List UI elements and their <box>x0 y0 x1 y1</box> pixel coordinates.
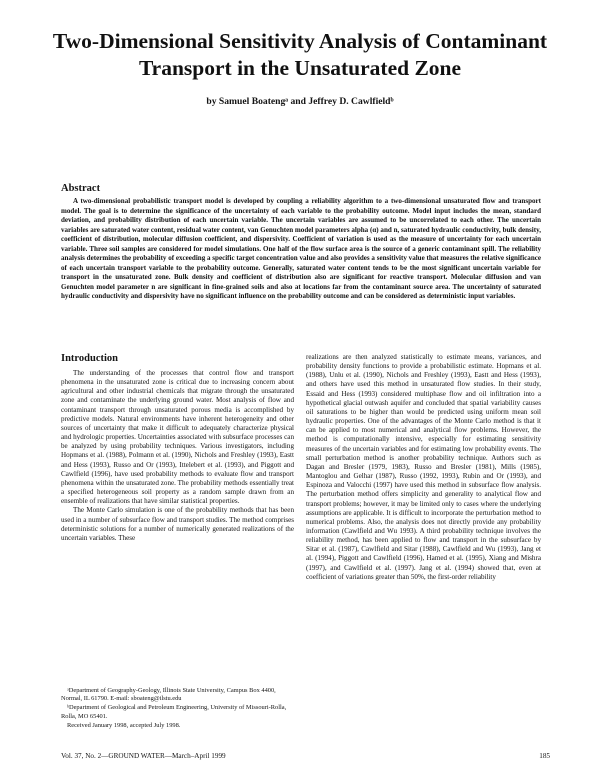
author-line: by Samuel Boatengᵃ and Jeffrey D. Cawlfieldᵇ <box>206 96 394 107</box>
footnote-a: ᵃDepartment of Geography-Geology, Illinois State University, Campus Box 4400, Normal, IL 61790. E-mail: sboateng@ilstu.edu <box>61 687 276 703</box>
footnotes <box>61 687 294 731</box>
received-note: Received January 1998, accepted July 1998. <box>67 721 181 729</box>
introduction-paragraph-2: The Monte Carlo simulation is one of the probability methods that has been used in a number of subsurface flow and transport studies. The method comprises deterministic solutions for a number of numerically generated realizations of the uncertain variables. These <box>61 506 294 542</box>
title-line-2: Transport in the Unsaturated Zone <box>138 56 462 80</box>
journal-footer: Vol. 37, No. 2—GROUND WATER—March–April 1999 <box>61 752 226 760</box>
paper-title <box>30 28 570 82</box>
abstract-heading: Abstract <box>61 183 101 194</box>
left-column <box>61 353 294 543</box>
page-number: 185 <box>539 752 550 760</box>
abstract-body: A two-dimensional probabilistic transport model is developed by coupling a reliability algorithm to a two-dimensional unsaturated flow and transport model. The goal is to determine the significance of the uncertainty of each variable to the probability outcome. Model input includes the mean, standard deviation, and probability distribution of each uncertain variable. The uncertain variables are assumed to be uncorrelated to each other. The uncertain variables are saturated water content, residual water content, van Genuchten model parameters alpha (α) and n, saturated hydraulic conductivity, bulk density, coefficient of distribution, molecular diffusion coefficient, and dispersivity. Coefficient of variation is used as the measure of uncertainty for each uncertain variable. Three soil samples are considered for model simulations. One half of the flow surface area is the source of a generic contaminant spill. The reliability analysis determines the probability of exceeding a specific target concentration value and also provides a sensitivity value that measures the relative significance of each uncertain transport variable to the probability outcome. Generally, saturated water content tends to be the most significant uncertain variable for transport in the unsaturated zone. Bulk density and coefficient of distribution also are significant for reactive transport. Molecular diffusion and van Genuchten model parameter n are significant in fine-grained soils and also at locations far from the contaminant source area. The uncertainty of saturated hydraulic conductivity and dispersivity have no significant influence on the probability outcome and can be considered as deterministic input variables. <box>61 197 541 300</box>
right-column-paragraph: realizations are then analyzed statistically to estimate means, variances, and probability density functions to provide a probabilistic estimate. Hopmans et al. (1988), Unlu et al. (1990), Nichols and Freshley (1993), Eastt and Hess (1993), and others have used this method in unsaturated flow studies. In their study, Essaid and Hess (1993) considered multiphase flow and oil infiltration into a hypothetical glacial outwash aquifer and concluded that spatial variability causes oil saturations to be higher than would be predicted using uniform mean soil hydraulic properties. One of the advantages of the Monte Carlo method is that it can be applied to most numerical and analytical flow problems. However, the method is computationally intensive, especially for estimating sensitivity measures of the uncertain variables and for estimating low probability events. The small perturbation method is another probability technique. Authors such as Dagan and Bresler (1979, 1983), Russo and Bresler (1981), Mills (1985), Mantoglou and Gelhar (1987), Russo (1992, 1993), Rubin and Or (1993), and Espinoza and Valocchi (1997) have used this method in subsurface flow analysis. The perturbation method offers simplicity and generality to analytical flow and transport problems; however, it may be limited only to cases where the underlying assumptions are applicable. It is difficult to incorporate the perturbation method to numerical problems. Also, the analysis does not directly provide any probability information (Cawlfield and Wu 1993). A third probability technique involves the reliability method, has been applied to flow and transport in the subsurface by Sitar et al. (1987), Cawlfield and Sitar (1988), Cawlfield and Wu (1993), Jang et al. (1994), Piggott and Cawlfield (1996), Hamed et al. (1995), Xiang and Mishra (1997), and Cawlfield et al. (1997). Jang et al. (1994) showed that, even at coefficient of variations greater than 50%, the first-order reliability <box>306 353 541 581</box>
right-column <box>306 353 541 582</box>
footnote-b: ᵇDepartment of Geological and Petroleum Engineering, University of Missouri-Rolla, Rolla, MO 65401. <box>61 704 287 720</box>
introduction-paragraph-1: The understanding of the processes that control flow and transport phenomena in the unsaturated zone is critical due to increasing concern about agricultural and other industrial chemicals that migrate through the unsaturated zone and contaminate the underlying ground water. Most analysis of flow and contaminant transport through unsaturated porous media is accomplished by predictive models. Natural environments have inherent heterogeneity and other sources of uncertainty that make it difficult to adequately characterize physical and hydrologic properties. Uncertainties associated with subsurface processes can be analyzed by using probability techniques. Various investigators, including Hopmans et al. (1988), Polmann et al. (1990), Nichols and Freshley (1993), Eastt and Hess (1993), Russo and Or (1993), Ittelebert et al. (1993), and Piggott and Cawlfield (1996), have used probability methods to evaluate flow and transport phenomena within the unsaturated zone. The probability methods essentially treat a specified heterogeneous soil property as a random sample drawn from an ensemble of realizations that have similar statistical properties. <box>61 369 294 506</box>
title-line-1: Two-Dimensional Sensitivity Analysis of Contaminant <box>52 29 548 53</box>
introduction-heading: Introduction <box>61 353 118 364</box>
